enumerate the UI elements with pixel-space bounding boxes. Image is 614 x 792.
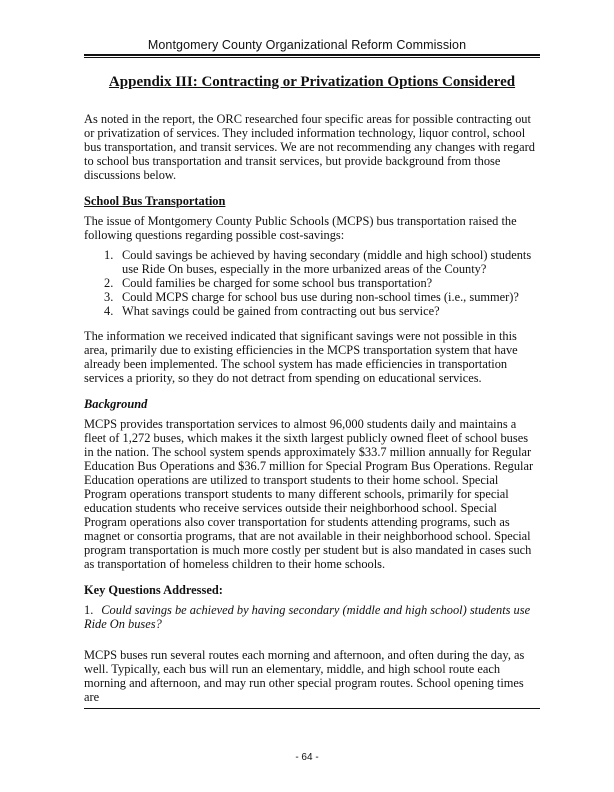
question-text: Could families be charged for some school bus transportation? xyxy=(122,276,433,290)
appendix-title: Appendix III: Contracting or Privatization Options Considered xyxy=(108,74,516,90)
questions-list xyxy=(84,248,540,318)
question-text: Could savings be achieved by having secondary (middle and high school) students use Ride On buses, especially in the more urbanized areas of the County? xyxy=(122,248,532,276)
section-heading-school-bus: School Bus Transportation xyxy=(84,194,226,208)
key-question-text: Could savings be achieved by having secondary (middle and high school) students use Ride On buses? xyxy=(84,603,531,631)
question-text: Could MCPS charge for school bus use during non-school times (i.e., summer)? xyxy=(122,290,519,304)
page-number: - 64 - xyxy=(295,752,319,763)
question-number: 3. xyxy=(104,290,114,304)
footer-rule xyxy=(84,708,540,709)
question-number: 2. xyxy=(104,276,114,290)
answer-paragraph: MCPS buses run several routes each morning and afternoon, and often during the day, as well. Typically, each bus will run an elementary, middle, and high school route each morning and afternoon, and may run other special program routes. School opening times are xyxy=(84,648,525,704)
intro-paragraph: As noted in the report, the ORC researched four specific areas for possible contracting out or privatization of services. They included information technology, liquor control, school bus transportation, and transit services. We are not recommending any changes with regard to school bus transportation and transit services, but provide background from those discussions below. xyxy=(84,112,535,182)
section-lead-paragraph: The issue of Montgomery County Public Schools (MCPS) bus transportation raised the following questions regarding possible cost-savings: xyxy=(84,214,517,242)
findings-paragraph: The information we received indicated that significant savings were not possible in this area, primarily due to existing efficiencies in the MCPS transportation system that have already been implemented. The school system has made efficiencies in transportation services a priority, so they do not detract from spending on educational services. xyxy=(84,329,518,385)
header-rule-thick xyxy=(84,54,540,56)
question-text: What savings could be gained from contracting out bus service? xyxy=(122,304,440,318)
key-questions-heading: Key Questions Addressed: xyxy=(84,583,223,597)
background-heading: Background xyxy=(84,397,148,411)
key-question-1 xyxy=(84,603,540,631)
question-item xyxy=(84,248,540,276)
header-rule-thin xyxy=(84,57,540,58)
background-paragraph: MCPS provides transportation services to almost 96,000 students daily and maintains a fleet of 1,272 buses, which makes it the sixth largest publicly owned fleet of school buses in the nation. The school system spends approximately $33.7 million annually for Regular Education Bus Operations and $36.7 million for Special Program Bus Operations. Regular Education operations are utilized to transport students to their home school. Special Program operations transport students to many different schools, primarily for special education students who receive services outside their neighborhood school. Special Program operations also cover transportation for students attending programs, such as magnet or consortia programs, that are not available in their neighborhood school. Special program transportation is much more costly per student but is also mandated in cases such as transportation of homeless children to their home schools. xyxy=(84,417,534,571)
question-number: 4. xyxy=(104,304,114,318)
document-body xyxy=(84,66,540,716)
question-number: 1. xyxy=(104,248,114,262)
question-item xyxy=(84,290,540,304)
key-question-number: 1. xyxy=(84,603,94,617)
question-item xyxy=(84,276,540,290)
page-header-title: Montgomery County Organizational Reform Commission xyxy=(147,38,467,52)
question-item xyxy=(84,304,540,318)
